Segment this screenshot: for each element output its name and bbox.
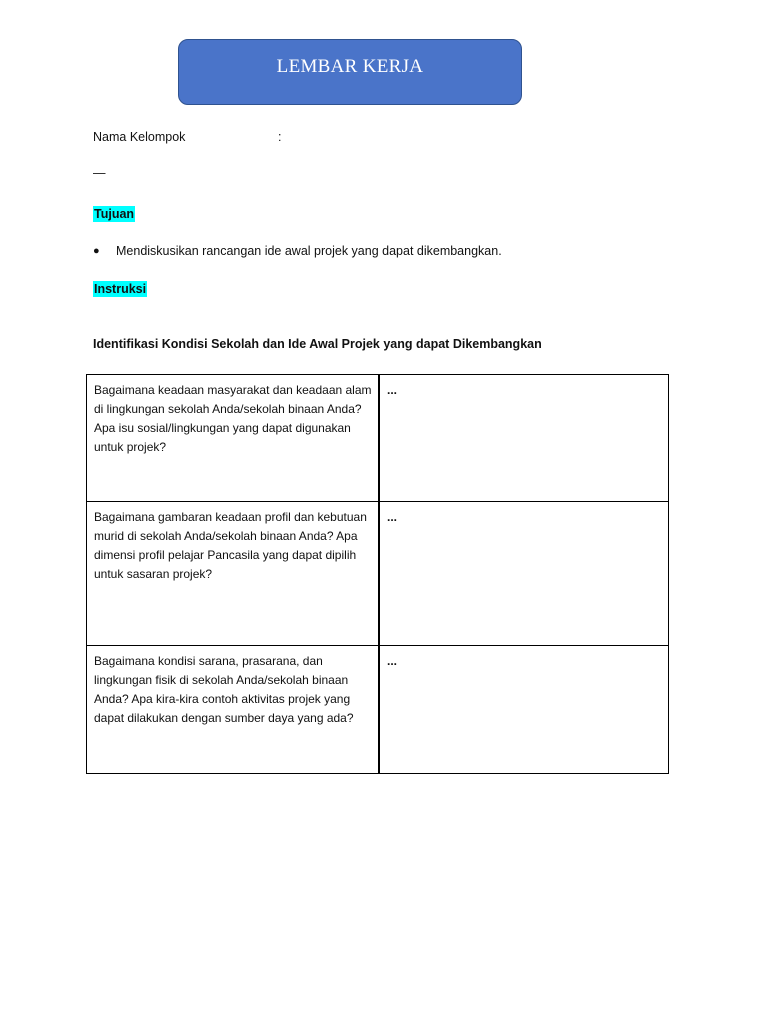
group-name-label: Nama Kelompok	[93, 130, 186, 144]
answer-cell[interactable]: ...	[379, 646, 669, 774]
table-row	[87, 502, 669, 646]
instructions-heading: Instruksi	[94, 282, 147, 296]
question-cell: Bagaimana gambaran keadaan profil dan kebutuan murid di sekolah Anda/sekolah binaan Anda? Apa dimensi profil pelajar Pancasila yang dapat dipilih untuk sasaran projek?	[87, 502, 380, 646]
group-name-field	[93, 130, 288, 144]
objective-heading: Tujuan	[94, 207, 135, 221]
answer-cell[interactable]: ...	[379, 375, 669, 502]
separator-mark: —	[93, 166, 106, 180]
objective-item	[93, 243, 502, 259]
bullet-icon: ●	[93, 245, 100, 257]
table-row	[87, 646, 669, 774]
objective-item-text: Mendiskusikan rancangan ide awal projek yang dapat dikembangkan.	[116, 244, 502, 258]
question-cell: Bagaimana kondisi sarana, prasarana, dan lingkungan fisik di sekolah Anda/sekolah binaan Anda? Apa kira-kira contoh aktivitas projek yang dapat dilakukan dengan sumber daya yang ada?	[87, 646, 380, 774]
page-title: LEMBAR KERJA	[276, 56, 424, 77]
table-row	[87, 375, 669, 502]
group-name-colon: :	[278, 130, 282, 144]
title-banner	[178, 39, 522, 105]
answer-cell[interactable]: ...	[379, 502, 669, 646]
section-title: Identifikasi Kondisi Sekolah dan Ide Awal Projek yang dapat Dikembangkan	[93, 337, 542, 351]
question-cell: Bagaimana keadaan masyarakat dan keadaan alam di lingkungan sekolah Anda/sekolah binaan Anda? Apa isu sosial/lingkungan yang dapat digunakan untuk projek?	[87, 375, 380, 502]
worksheet-table	[86, 374, 669, 774]
